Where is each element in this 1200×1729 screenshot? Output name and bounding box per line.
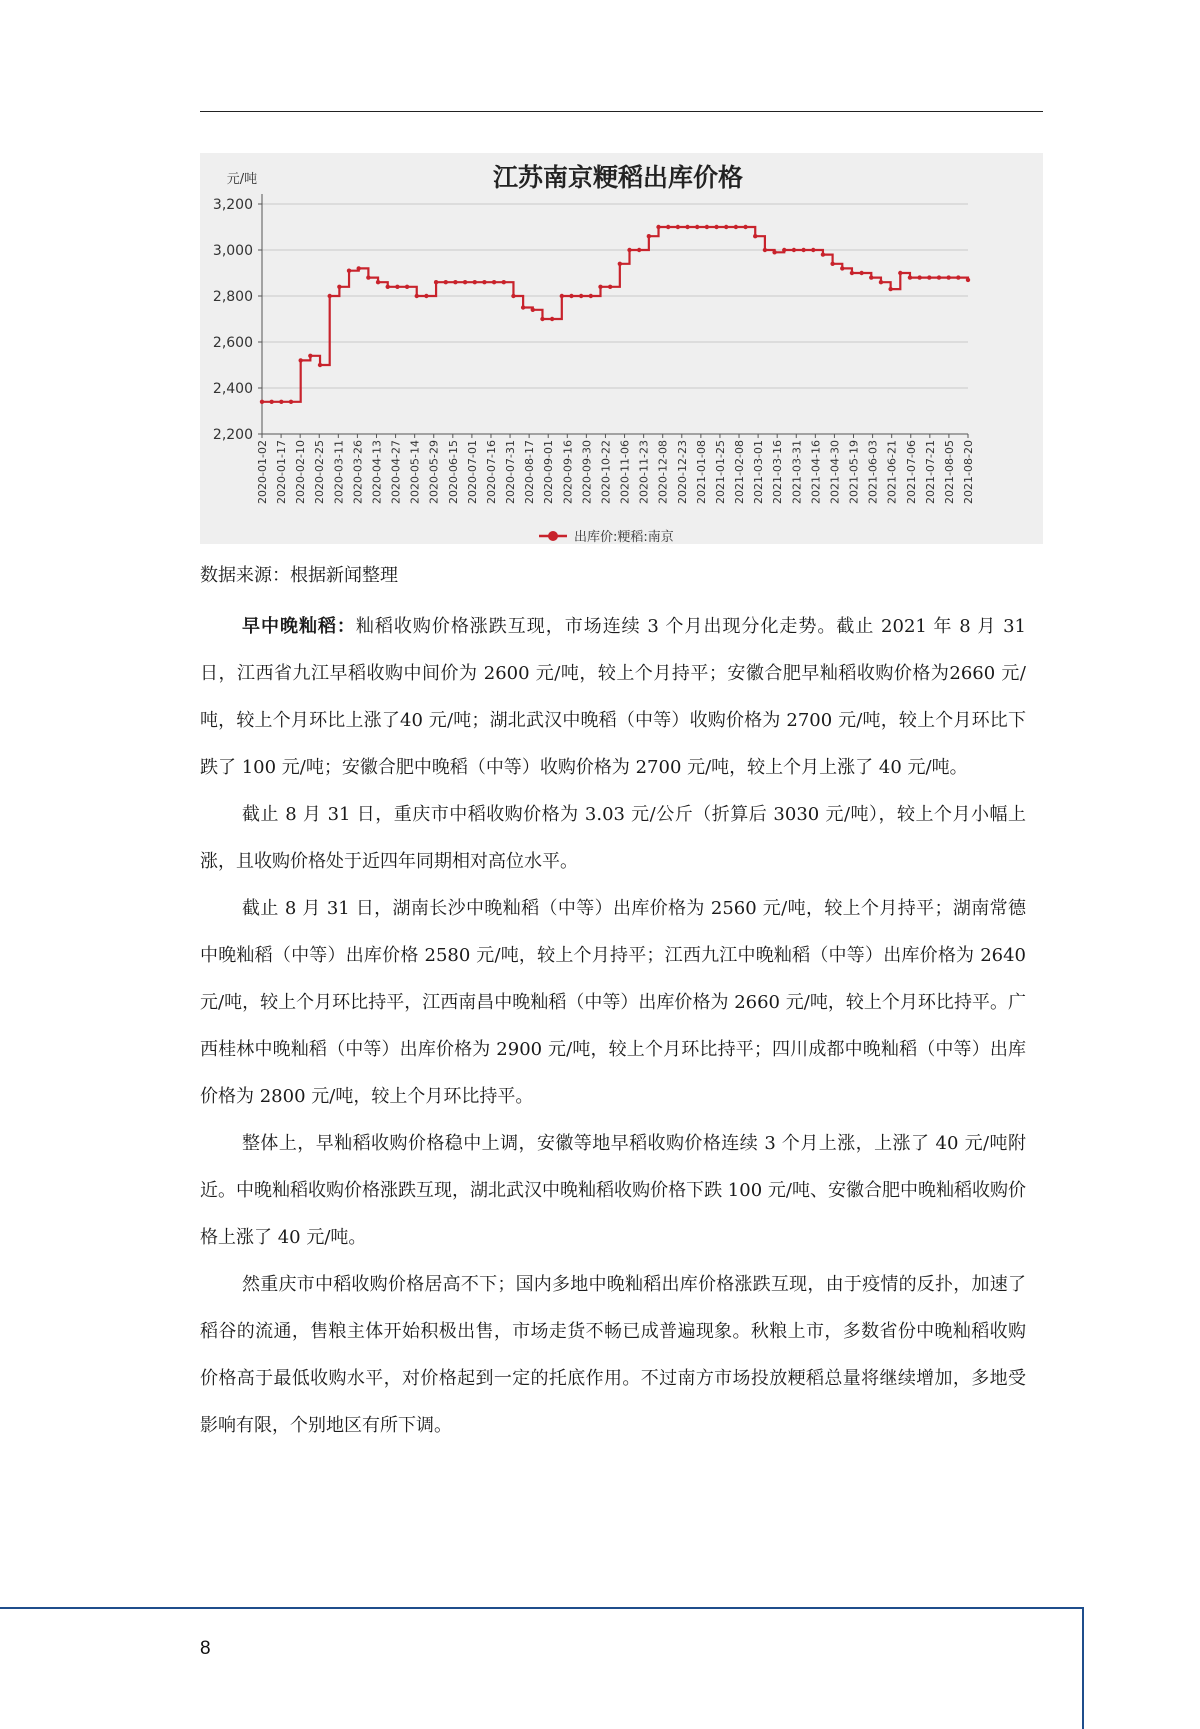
series-point: [830, 262, 834, 266]
series-point: [502, 280, 506, 284]
article-body: [200, 603, 1026, 1449]
series-point: [405, 285, 409, 289]
x-tick-label: 2021-04-30: [828, 440, 842, 504]
series-point: [463, 280, 467, 284]
series-point: [357, 266, 361, 270]
series-point: [415, 294, 419, 298]
x-tick-label: 2020-05-29: [427, 440, 441, 504]
series-point: [424, 294, 428, 298]
x-tick-label: 2021-08-20: [962, 440, 975, 504]
y-tick-label: 2,800: [212, 289, 253, 305]
paragraph-3: 截止 8 月 31 日，湖南长沙中晚籼稻（中等）出库价格为 2560 元/吨，较上个月持平；湖南常德中晚籼稻（中等）出库价格 2580 元/吨，较上个月持平；江西九江中晚籼稻（中等）出库价格为 2640 元/吨，较上个月环比持平，江西南昌中晚籼稻（中等）出库价格为 2660 元/吨，较上个月环比持平。广西桂林中晚籼稻（中等）出库价格为 2900 元/吨，较上个月环比持平；四川成都中晚籼稻（中等）出库价格为 2800 元/吨，较上个月环比持平。: [200, 898, 1026, 1107]
x-tick-label: 2021-05-19: [847, 440, 861, 504]
y-tick-label: 2,400: [212, 381, 253, 397]
chart-grid: [262, 204, 968, 388]
x-tick-label: 2021-07-06: [904, 440, 918, 504]
series-point: [347, 269, 351, 273]
chart-axes: [258, 194, 968, 438]
paragraph-4: 整体上，早籼稻收购价格稳中上调，安徽等地早稻收购价格连续 3 个月上涨，上涨了 40 元/吨附近。中晚籼稻收购价格涨跌互现，湖北武汉中晚籼稻收购价格下跌 100 元/吨、安徽合肥中晚籼稻收购价格上涨了 40 元/吨。: [200, 1133, 1026, 1248]
x-tick-label: 2020-02-25: [313, 440, 327, 504]
series-point: [840, 266, 844, 270]
data-source-note: 数据来源：根据新闻整理: [200, 565, 398, 586]
x-tick-label: 2020-10-22: [599, 440, 613, 504]
y-tick-label: 2,200: [212, 427, 253, 443]
series-point: [850, 271, 854, 275]
x-tick-label: 2020-01-17: [275, 440, 289, 504]
series-point: [598, 285, 602, 289]
x-tick-label: 2020-07-01: [465, 440, 479, 504]
series-point: [589, 294, 593, 298]
x-tick-label: 2020-04-27: [389, 440, 403, 504]
price-chart-svg: [200, 153, 1043, 544]
paragraph-1-text: 籼稻收购价格涨跌互现，市场连续 3 个月出现分化走势。截止 2021 年 8 月 31 日，江西省九江早稻收购中间价为 2600 元/吨，较上个月持平；安徽合肥早籼稻收购价格为2660 元/吨，较上个月环比上涨了40 元/吨；湖北武汉中晚稻（中等）收购价格为 2700 元/吨，较上个月环比下跌了 100 元/吨；安徽合肥中晚稻（中等）收购价格为 2700 元/吨，较上个月上涨了 40 元/吨。: [200, 616, 1026, 778]
x-tick-label: 2020-01-02: [256, 440, 269, 504]
x-tick-label: 2020-12-23: [675, 440, 689, 504]
series-point: [782, 248, 786, 252]
x-tick-label: 2020-05-14: [408, 440, 422, 504]
series-point: [801, 248, 805, 252]
x-tick-labels: [256, 440, 975, 504]
series-point: [289, 400, 293, 404]
series-point: [366, 275, 370, 279]
series-point: [821, 252, 825, 256]
legend-marker: [548, 531, 558, 541]
x-tick-label: 2020-12-08: [656, 440, 670, 504]
paragraph-2: 截止 8 月 31 日，重庆市中稻收购价格为 3.03 元/公斤（折算后 3030 元/吨），较上个月小幅上涨，且收购价格处于近四年同期相对高位水平。: [200, 804, 1026, 872]
series-point: [908, 275, 912, 279]
series-point: [511, 294, 515, 298]
x-tick-label: 2020-07-31: [504, 440, 518, 504]
series-point: [637, 248, 641, 252]
series-point: [337, 285, 341, 289]
series-point: [811, 248, 815, 252]
series-point: [492, 280, 496, 284]
y-tick-label: 3,200: [212, 197, 253, 213]
series-point: [647, 234, 651, 238]
x-tick-label: 2020-11-06: [618, 440, 632, 504]
series-point: [308, 354, 312, 358]
series-point: [714, 225, 718, 229]
series-point: [705, 225, 709, 229]
x-tick-label: 2021-06-21: [885, 440, 899, 504]
y-tick-label: 2,600: [212, 335, 253, 351]
series-point: [734, 225, 738, 229]
series-point: [666, 225, 670, 229]
y-axis-unit: 元/吨: [226, 172, 258, 187]
x-tick-label: 2021-01-08: [694, 440, 708, 504]
series-point: [395, 285, 399, 289]
series-point: [937, 275, 941, 279]
series-point: [676, 225, 680, 229]
series-line: [262, 227, 968, 402]
page-number: 8: [200, 1638, 211, 1659]
series-point: [569, 294, 573, 298]
series-point: [444, 280, 448, 284]
series-point: [298, 358, 302, 362]
series-point: [618, 262, 622, 266]
series-point: [753, 234, 757, 238]
series-point: [792, 248, 796, 252]
x-tick-label: 2020-08-17: [523, 440, 537, 504]
x-tick-label: 2020-02-10: [294, 440, 308, 504]
paragraph-1-lead: 早中晚籼稻：: [242, 616, 356, 637]
series-point: [859, 271, 863, 275]
x-tick-label: 2020-03-11: [332, 440, 346, 504]
x-tick-label: 2021-01-25: [713, 440, 727, 504]
y-tick-labels: [213, 197, 253, 443]
series-point: [386, 285, 390, 289]
series-point: [521, 305, 525, 309]
x-tick-label: 2021-03-16: [771, 440, 785, 504]
paragraph-5: 然重庆市中稻收购价格居高不下；国内多地中晚籼稻出库价格涨跌互现，由于疫情的反扑，加速了稻谷的流通，售粮主体开始积极出售，市场走货不畅已成普遍现象。秋粮上市，多数省份中晚籼稻收购价格高于最低收购水平，对价格起到一定的托底作用。不过南方市场投放粳稻总量将继续增加，多地受影响有限，个别地区有所下调。: [200, 1274, 1026, 1436]
series-point: [627, 248, 631, 252]
x-tick-label: 2021-03-31: [790, 440, 804, 504]
series-point: [898, 271, 902, 275]
x-tick-label: 2021-04-16: [809, 440, 823, 504]
series-point: [327, 294, 331, 298]
x-tick-label: 2020-09-16: [561, 440, 575, 504]
series-point: [946, 275, 950, 279]
series-point: [656, 225, 660, 229]
x-tick-label: 2020-03-26: [351, 440, 365, 504]
series-price-nanjing: [260, 225, 970, 404]
series-point: [279, 400, 283, 404]
price-chart: [200, 153, 1043, 544]
series-point: [608, 285, 612, 289]
chart-legend: [539, 529, 674, 544]
series-point: [724, 225, 728, 229]
x-tick-label: 2021-07-21: [923, 440, 937, 504]
series-point: [763, 248, 767, 252]
series-point: [579, 294, 583, 298]
x-tick-label: 2021-03-01: [752, 440, 766, 504]
series-point: [772, 250, 776, 254]
series-point: [743, 225, 747, 229]
series-point: [695, 225, 699, 229]
x-tick-label: 2020-06-15: [446, 440, 460, 504]
series-point: [879, 280, 883, 284]
series-point: [550, 317, 554, 321]
series-point: [917, 275, 921, 279]
series-point: [269, 400, 273, 404]
y-tick-label: 3,000: [212, 243, 253, 259]
series-point: [560, 294, 564, 298]
series-point: [956, 275, 960, 279]
x-tick-label: 2020-07-16: [484, 440, 498, 504]
x-tick-label: 2021-02-08: [733, 440, 747, 504]
series-point: [434, 280, 438, 284]
x-tick-label: 2021-08-05: [942, 440, 956, 504]
series-point: [318, 363, 322, 367]
x-tick-label: 2020-09-30: [580, 440, 594, 504]
series-point: [453, 280, 457, 284]
series-point: [540, 317, 544, 321]
footer-frame: [0, 1607, 1084, 1729]
series-point: [869, 275, 873, 279]
series-point: [966, 278, 970, 282]
header-rule: [200, 111, 1043, 112]
x-tick-label: 2020-09-01: [542, 440, 556, 504]
chart-title: 江苏南京粳稻出库价格: [492, 163, 744, 192]
paragraph-1: [200, 603, 1026, 791]
legend-label: 出库价:粳稻:南京: [574, 530, 674, 544]
series-point: [531, 308, 535, 312]
series-point: [260, 400, 264, 404]
x-tick-label: 2020-04-13: [370, 440, 384, 504]
x-tick-label: 2020-11-23: [637, 440, 651, 504]
series-point: [927, 275, 931, 279]
x-tick-label: 2021-06-03: [866, 440, 880, 504]
series-point: [685, 225, 689, 229]
series-point: [888, 287, 892, 291]
series-point: [473, 280, 477, 284]
series-point: [482, 280, 486, 284]
series-point: [376, 280, 380, 284]
